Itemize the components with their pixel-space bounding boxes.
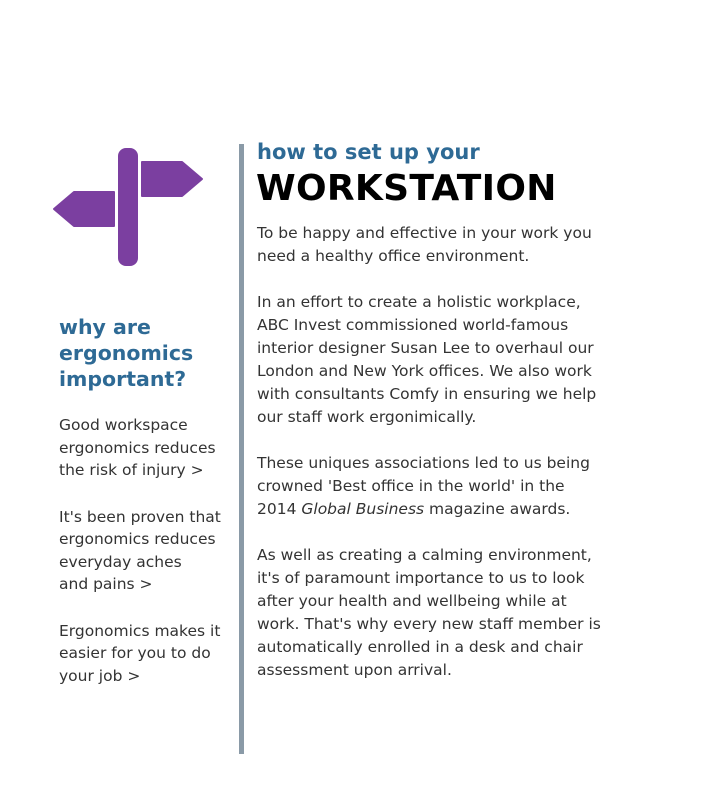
awards-text-before: These uniques associations led to us being crowned 'Best office in the world' in the 2014 bbox=[257, 454, 590, 518]
page-title: WORKSTATION bbox=[256, 168, 557, 209]
signpost-left-arrow bbox=[54, 192, 114, 226]
signpost-icon bbox=[52, 148, 204, 268]
paragraph-wellbeing: As well as creating a calming environment, it's of paramount importance to us to look after your health and wellbeing while at work. That's why every new staff member is automatically enrolled in a desk and chair assessment upon arrival. bbox=[257, 546, 601, 679]
paragraph-awards bbox=[257, 452, 697, 521]
vertical-divider bbox=[239, 144, 244, 754]
section-kicker: how to set up your bbox=[257, 140, 480, 164]
awards-magazine-name: Global Business bbox=[301, 500, 425, 518]
sidebar-heading: why are ergonomics important? bbox=[59, 315, 194, 391]
sidebar-link-easier-job[interactable]: Ergonomics makes it easier for you to do your job > bbox=[59, 621, 221, 685]
signpost-post bbox=[118, 148, 138, 266]
paragraph-intro: To be happy and effective in your work you need a healthy office environment. bbox=[257, 224, 592, 265]
awards-text-after: magazine awards. bbox=[424, 500, 571, 518]
body-copy bbox=[257, 222, 697, 705]
sidebar-link-aches-pains[interactable]: It's been proven that ergonomics reduces everyday aches and pains > bbox=[59, 507, 221, 593]
signpost-right-arrow bbox=[142, 162, 202, 196]
paragraph-holistic-workplace: In an effort to create a holistic workplace, ABC Invest commissioned world-famous interior designer Susan Lee to overhaul our London and New York offices. We also work with consultants Comfy in ensuring we help our staff work ergonimically. bbox=[257, 293, 597, 426]
sidebar-link-injury-risk[interactable]: Good workspace ergonomics reduces the risk of injury > bbox=[59, 416, 216, 479]
sidebar-list bbox=[59, 414, 231, 711]
